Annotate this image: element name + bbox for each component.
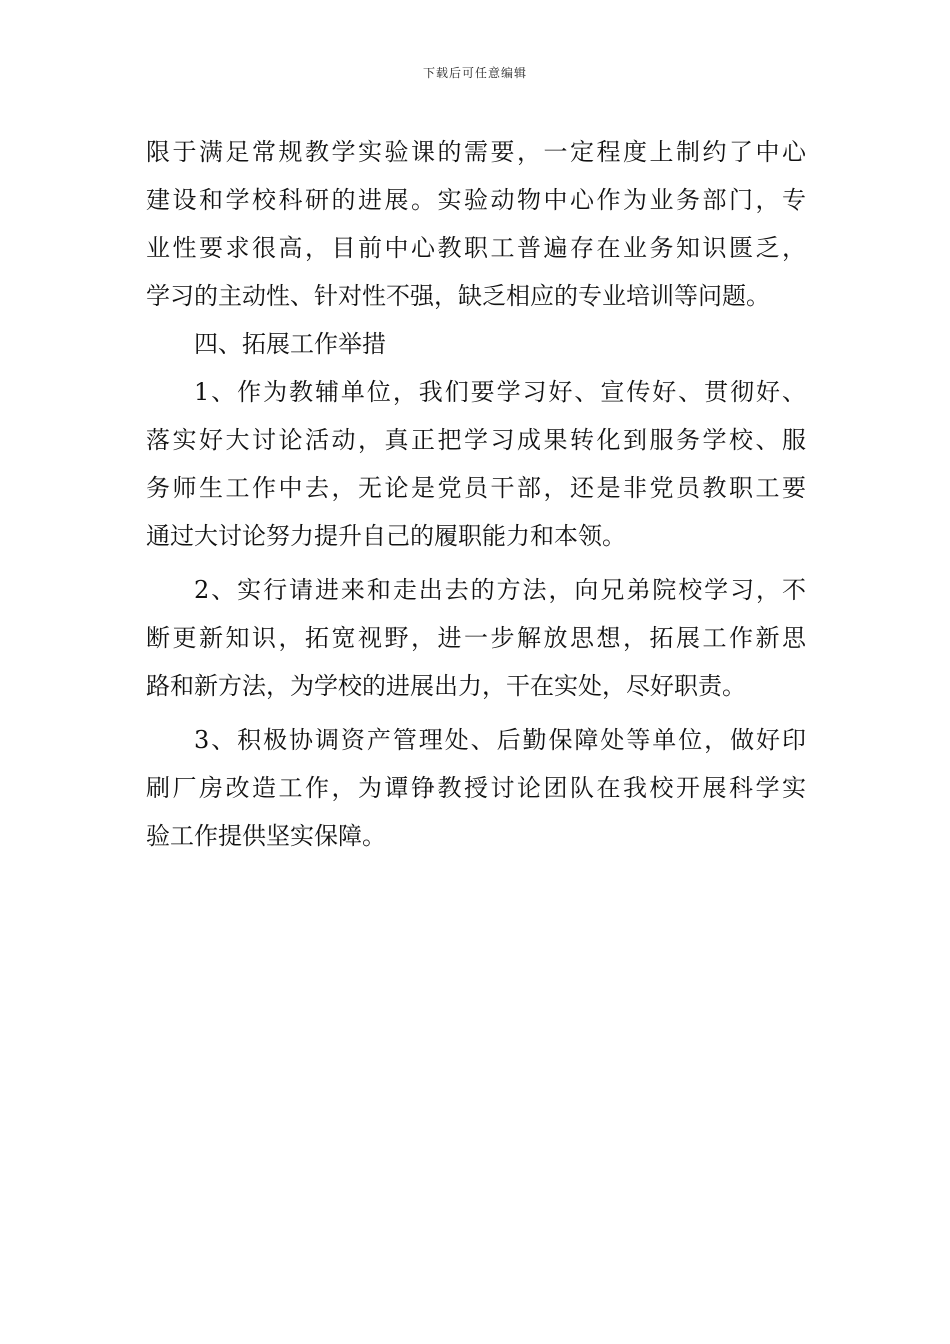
paragraph-4: [146, 716, 806, 860]
paragraph-1: [146, 128, 806, 320]
paragraph-2: [146, 368, 806, 560]
text-line: 断更新知识，拓宽视野，进一步解放思想，拓展工作新思: [146, 624, 806, 652]
text-line: 刷厂房改造工作，为谭铮教授讨论团队在我校开展科学实: [146, 774, 806, 802]
text-line: 验工作提供坚实保障。: [146, 822, 386, 850]
text-line: 建设和学校科研的进展。实验动物中心作为业务部门，专: [146, 186, 806, 214]
text-line: 学习的主动性、针对性不强，缺乏相应的专业培训等问题。: [146, 282, 770, 310]
section-heading-text: 四、拓展工作举措: [194, 330, 386, 358]
text-line: 3、积极协调资产管理处、后勤保障处等单位，做好印: [194, 726, 806, 754]
text-line: 1、作为教辅单位，我们要学习好、宣传好、贯彻好、: [194, 378, 806, 406]
page-header: 下载后可任意编辑: [422, 66, 527, 80]
section-heading: [146, 320, 806, 368]
text-line: 业性要求很高，目前中心教职工普遍存在业务知识匮乏，: [146, 234, 806, 262]
text-line: 限于满足常规教学实验课的需要，一定程度上制约了中心: [146, 138, 806, 166]
text-line: 通过大讨论努力提升自己的履职能力和本领。: [146, 522, 626, 550]
text-line: 路和新方法，为学校的进展出力，干在实处，尽好职责。: [146, 672, 746, 700]
text-line: 务师生工作中去，无论是党员干部，还是非党员教职工要: [146, 474, 806, 502]
paragraph-3: [146, 566, 806, 710]
document-body: [146, 128, 806, 860]
text-line: 落实好大讨论活动，真正把学习成果转化到服务学校、服: [146, 426, 806, 454]
text-line: 2、实行请进来和走出去的方法，向兄弟院校学习，不: [194, 576, 806, 604]
